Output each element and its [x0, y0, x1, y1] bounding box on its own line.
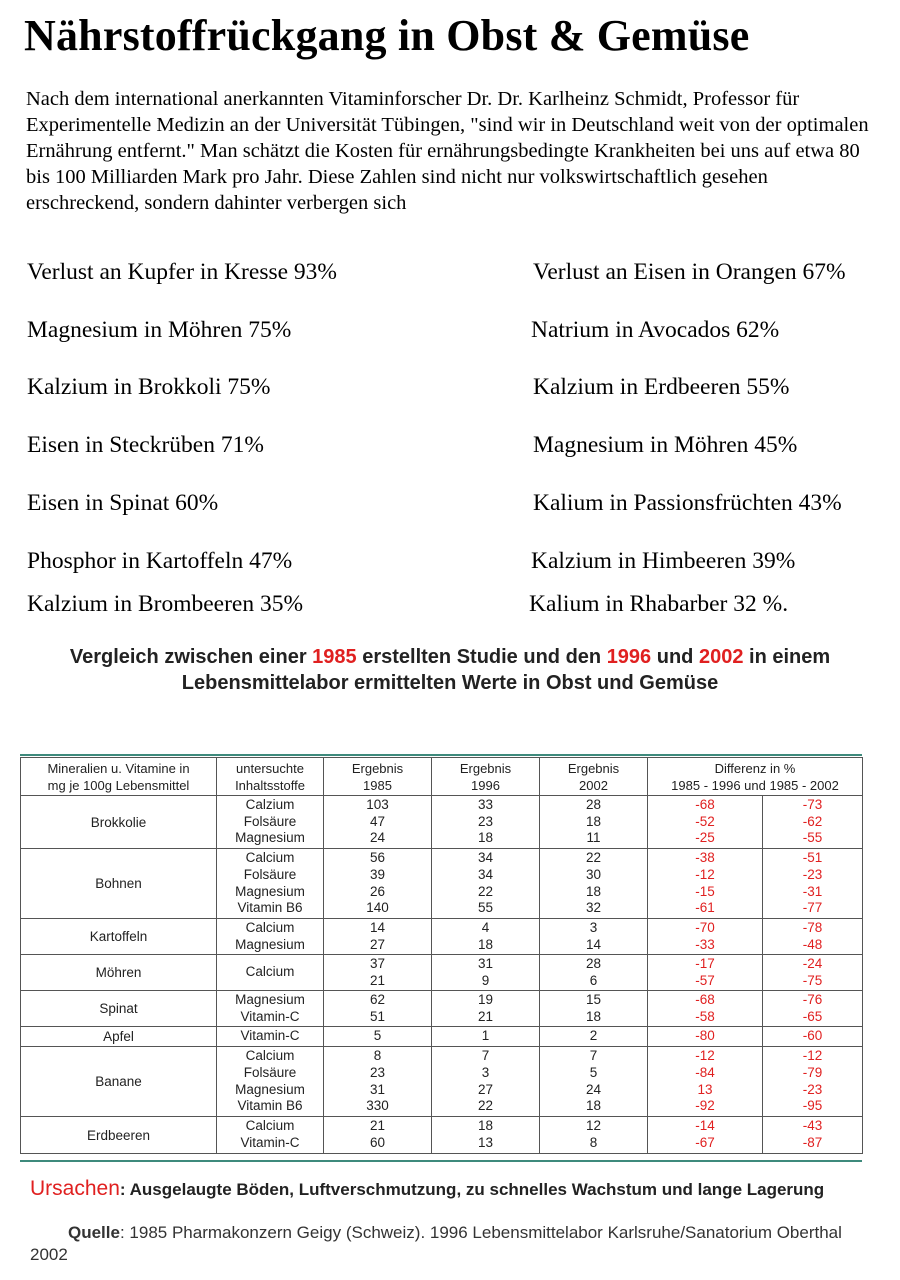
cell-line: 5	[373, 1028, 382, 1044]
cell-line: Magnesium	[235, 936, 305, 952]
diff-2002-cell	[763, 955, 863, 991]
header-1985: Ergebnis 1985	[324, 758, 432, 796]
cell-line: 5	[589, 1064, 598, 1080]
cell-line: -33	[695, 936, 715, 952]
cell-line: 7	[481, 1047, 490, 1063]
substance-cell	[217, 796, 324, 849]
cell-line: -14	[695, 1118, 715, 1134]
cell-line: -12	[695, 866, 715, 882]
loss-item: Phosphor in Kartoffeln 47%	[27, 548, 293, 574]
value-1996-cell	[432, 991, 540, 1027]
cell-line: -31	[802, 883, 823, 899]
cell-line: Folsäure	[243, 813, 297, 829]
cell-line: 23	[369, 1064, 386, 1080]
nutrient-table	[20, 757, 863, 1154]
cell-line: Calcium	[245, 849, 295, 865]
cell-line: -60	[802, 1028, 823, 1044]
value-1985-cell	[324, 991, 432, 1027]
cell-line: Magnesium	[235, 830, 305, 846]
value-1985-cell	[324, 1047, 432, 1117]
cell-line: -55	[802, 830, 823, 846]
cell-line: 18	[585, 1008, 602, 1024]
cell-line: Magnesium	[235, 883, 305, 899]
header-2002: Ergebnis 2002	[540, 758, 648, 796]
cell-line: 18	[585, 883, 602, 899]
loss-item: Kalzium in Brokkoli 75%	[27, 374, 271, 400]
cell-line: 34	[477, 866, 494, 882]
diff-2002-cell	[763, 849, 863, 919]
year-1996: 1996	[606, 646, 652, 668]
value-1996-cell	[432, 919, 540, 955]
food-cell: Bohnen	[21, 849, 217, 919]
table-row	[21, 955, 863, 991]
loss-item: Verlust an Kupfer in Kresse 93%	[27, 259, 337, 285]
cell-line: 19	[477, 991, 494, 1007]
cell-line: -78	[802, 919, 823, 935]
cell-line: 18	[477, 830, 494, 846]
cell-line: 28	[585, 796, 602, 812]
diff-1996-cell	[648, 1117, 763, 1154]
table-row	[21, 919, 863, 955]
food-cell: Möhren	[21, 955, 217, 991]
value-1985-cell	[324, 1027, 432, 1047]
loss-item: Magnesium in Möhren 45%	[533, 432, 798, 458]
page-title: Nährstoffrückgang in Obst & Gemüse	[24, 11, 750, 60]
loss-item: Kalzium in Himbeeren 39%	[531, 548, 796, 574]
cell-line: 26	[369, 883, 386, 899]
cell-line: -48	[802, 936, 823, 952]
header-food: Mineralien u. Vitamine in mg je 100g Lebensmittel	[21, 758, 217, 796]
table-row	[21, 1117, 863, 1154]
cell-line: -68	[695, 796, 715, 812]
table-row	[21, 796, 863, 849]
cell-line: Vitamin B6	[237, 900, 303, 916]
cell-line: 8	[589, 1135, 598, 1150]
value-2002-cell	[540, 1027, 648, 1047]
diff-1996-cell	[648, 919, 763, 955]
nutrient-table-container	[20, 754, 862, 1162]
cell-line: 31	[369, 1081, 386, 1097]
value-1996-cell	[432, 955, 540, 991]
value-1996-cell	[432, 1027, 540, 1047]
diff-1996-cell	[648, 1047, 763, 1117]
table-row	[21, 1027, 863, 1047]
cell-line: 33	[477, 796, 494, 812]
table-bottom-rule	[20, 1160, 862, 1162]
diff-2002-cell	[763, 1027, 863, 1047]
value-2002-cell	[540, 849, 648, 919]
value-1985-cell	[324, 796, 432, 849]
header-substances: untersuchte Inhaltsstoffe	[217, 758, 324, 796]
cell-line: 18	[477, 936, 494, 952]
cell-line: 6	[589, 972, 598, 988]
cell-line: 21	[477, 1008, 494, 1024]
food-cell: Erdbeeren	[21, 1117, 217, 1154]
cell-line: -17	[695, 955, 715, 971]
comparison-heading-line2: Lebensmittelabor ermittelten Werte in Obst und Gemüse	[181, 672, 719, 694]
cell-line: -73	[802, 796, 823, 812]
cell-line: 103	[366, 796, 389, 812]
value-1996-cell	[432, 796, 540, 849]
table-body	[21, 796, 863, 1154]
cell-line: 13	[697, 1081, 713, 1097]
cell-line: 62	[369, 991, 386, 1007]
cell-line: -43	[802, 1118, 823, 1134]
cell-line: -65	[802, 1008, 823, 1024]
substance-cell	[217, 1027, 324, 1047]
cell-line: -15	[695, 883, 715, 899]
value-2002-cell	[540, 991, 648, 1027]
value-1996-cell	[432, 849, 540, 919]
food-cell: Brokkolie	[21, 796, 217, 849]
diff-2002-cell	[763, 919, 863, 955]
header-1996: Ergebnis 1996	[432, 758, 540, 796]
cell-line: 56	[369, 849, 386, 865]
comparison-text: in einem	[743, 646, 831, 668]
year-2002: 2002	[698, 646, 744, 668]
cell-line: -87	[802, 1135, 823, 1150]
cell-line: 34	[477, 849, 494, 865]
substance-cell	[217, 849, 324, 919]
comparison-text: und	[651, 646, 699, 668]
cell-line: 24	[369, 830, 386, 846]
food-cell: Banane	[21, 1047, 217, 1117]
cell-line: 37	[369, 955, 386, 971]
value-1996-cell	[432, 1047, 540, 1117]
loss-item: Kalzium in Brombeeren 35%	[27, 591, 304, 617]
table-row	[21, 849, 863, 919]
value-1985-cell	[324, 919, 432, 955]
cell-line: Folsäure	[243, 1064, 297, 1080]
diff-1996-cell	[648, 991, 763, 1027]
cell-line: -12	[695, 1047, 715, 1063]
diff-2002-cell	[763, 1117, 863, 1154]
cell-line: 22	[585, 849, 602, 865]
cell-line: 28	[585, 955, 602, 971]
loss-item: Kalium in Rhabarber 32 %.	[529, 591, 789, 617]
cell-line: 27	[369, 936, 386, 952]
cell-line: 14	[585, 936, 602, 952]
cell-line: 39	[369, 866, 386, 882]
cell-line: 3	[589, 919, 598, 935]
cell-line: 23	[477, 813, 494, 829]
cell-line: 9	[481, 972, 490, 988]
causes-label: Ursachen	[30, 1177, 120, 1200]
comparison-text: Vergleich zwischen einer	[69, 646, 313, 668]
cell-line: 3	[481, 1064, 490, 1080]
causes-note	[30, 1178, 870, 1200]
cell-line: Vitamin B6	[237, 1098, 303, 1114]
cell-line: Magnesium	[235, 991, 305, 1007]
diff-2002-cell	[763, 1047, 863, 1117]
cell-line: -92	[695, 1098, 715, 1114]
cell-line: 18	[585, 813, 602, 829]
cell-line: Vitamin-C	[240, 1008, 300, 1024]
cell-line: -52	[695, 813, 715, 829]
comparison-heading	[20, 644, 880, 696]
cell-line: 27	[477, 1081, 494, 1097]
cell-line: -24	[802, 955, 823, 971]
cell-line: -95	[802, 1098, 823, 1114]
table-row	[21, 991, 863, 1027]
cell-line: Folsäure	[243, 866, 297, 882]
substance-cell	[217, 991, 324, 1027]
diff-1996-cell	[648, 849, 763, 919]
value-1985-cell	[324, 955, 432, 991]
cell-line: -76	[802, 991, 823, 1007]
cell-line: Calcium	[245, 1047, 295, 1063]
cell-line: 14	[369, 919, 386, 935]
cell-line: 8	[373, 1047, 382, 1063]
cell-line: 2	[589, 1028, 598, 1044]
cell-line: -79	[802, 1064, 823, 1080]
cell-line: 51	[369, 1008, 386, 1024]
source-label: Quelle	[68, 1223, 120, 1242]
cell-line: 31	[477, 955, 494, 971]
loss-item: Kalium in Passionsfrüchten 43%	[533, 490, 842, 516]
loss-item: Eisen in Steckrüben 71%	[27, 432, 264, 458]
source-note	[30, 1222, 870, 1266]
diff-1996-cell	[648, 955, 763, 991]
diff-2002-cell	[763, 796, 863, 849]
cell-line: Calcium	[245, 964, 295, 980]
cell-line: 12	[585, 1118, 602, 1134]
cell-line: 30	[585, 866, 602, 882]
cell-line: 47	[369, 813, 386, 829]
diff-1996-cell	[648, 796, 763, 849]
loss-item: Verlust an Eisen in Orangen 67%	[533, 259, 846, 285]
cell-line: Calzium	[245, 796, 295, 812]
cell-line: -58	[695, 1008, 715, 1024]
cell-line: -70	[695, 919, 715, 935]
value-2002-cell	[540, 796, 648, 849]
cell-line: 330	[366, 1098, 389, 1114]
food-cell: Spinat	[21, 991, 217, 1027]
cell-line: 1	[481, 1028, 490, 1044]
header-difference: Differenz in % 1985 - 1996 und 1985 - 2002	[648, 758, 863, 796]
cell-line: 15	[585, 991, 602, 1007]
causes-text: : Ausgelaugte Böden, Luftverschmutzung, zu schnelles Wachstum und lange Lagerung	[119, 1180, 825, 1199]
food-cell: Apfel	[21, 1027, 217, 1047]
cell-line: -80	[695, 1028, 715, 1044]
value-1985-cell	[324, 1117, 432, 1154]
cell-line: 21	[369, 972, 386, 988]
cell-line: -62	[802, 813, 823, 829]
cell-line: 140	[366, 900, 389, 916]
comparison-heading-line1	[20, 644, 880, 670]
loss-item: Kalzium in Erdbeeren 55%	[533, 374, 790, 400]
substance-cell	[217, 919, 324, 955]
cell-line: Calcium	[245, 1118, 295, 1134]
diff-1996-cell	[648, 1027, 763, 1047]
cell-line: -61	[695, 900, 715, 916]
cell-line: -84	[695, 1064, 715, 1080]
source-text: : 1985 Pharmakonzern Geigy (Schweiz). 1996 Lebensmittelabor Karlsruhe/Sanatorium Oberthal 2002	[30, 1223, 842, 1264]
value-2002-cell	[540, 919, 648, 955]
loss-item: Natrium in Avocados 62%	[531, 317, 780, 343]
cell-line: -23	[802, 866, 823, 882]
cell-line: 24	[585, 1081, 602, 1097]
cell-line: 4	[481, 919, 490, 935]
cell-line: 55	[477, 900, 494, 916]
cell-line: 21	[369, 1118, 386, 1134]
cell-line: 22	[477, 883, 494, 899]
cell-line: 18	[585, 1098, 602, 1114]
substance-cell	[217, 1047, 324, 1117]
cell-line: -75	[802, 972, 823, 988]
cell-line: Magnesium	[235, 1081, 305, 1097]
cell-line: 11	[586, 830, 601, 846]
cell-line: -77	[802, 900, 823, 916]
cell-line: -38	[695, 849, 715, 865]
value-2002-cell	[540, 1117, 648, 1154]
cell-line: 22	[477, 1098, 494, 1114]
cell-line: 7	[589, 1047, 598, 1063]
year-1985: 1985	[312, 646, 357, 668]
cell-line: Vitamin-C	[240, 1028, 300, 1044]
cell-line: 60	[369, 1135, 386, 1150]
value-2002-cell	[540, 955, 648, 991]
substance-cell	[217, 955, 324, 991]
cell-line: Calcium	[245, 919, 295, 935]
cell-line: -23	[802, 1081, 823, 1097]
value-1996-cell	[432, 1117, 540, 1154]
table-row	[21, 1047, 863, 1117]
cell-line: 18	[477, 1118, 494, 1134]
substance-cell	[217, 1117, 324, 1154]
cell-line: -12	[802, 1047, 823, 1063]
cell-line: -67	[695, 1135, 715, 1150]
cell-line: 13	[477, 1135, 494, 1150]
cell-line: -57	[695, 972, 715, 988]
value-1985-cell	[324, 849, 432, 919]
table-top-rule	[20, 754, 862, 756]
loss-item: Eisen in Spinat 60%	[27, 490, 219, 516]
cell-line: -68	[695, 991, 715, 1007]
cell-line: -25	[695, 830, 715, 846]
value-2002-cell	[540, 1047, 648, 1117]
diff-2002-cell	[763, 991, 863, 1027]
cell-line: -51	[802, 849, 823, 865]
loss-item: Magnesium in Möhren 75%	[27, 317, 292, 343]
intro-paragraph: Nach dem international anerkannten Vitaminforscher Dr. Dr. Karlheinz Schmidt, Professor für Experimentelle Medizin an der Universität Tübingen, "sind wir in Deutschland weit von der optimalen Ernährung entfernt." Man schätzt die Kosten für ernährungsbedingte Krankheiten bei uns auf etwa 80 bis 100 Milliarden Mark pro Jahr. Diese Zahlen sind nicht nur volkswirtschaftlich gesehen erschreckend, sondern dahinter verbergen sich	[26, 88, 869, 214]
cell-line: Vitamin-C	[240, 1135, 300, 1150]
comparison-text: erstellten Studie und den	[356, 646, 607, 668]
food-cell: Kartoffeln	[21, 919, 217, 955]
cell-line: 32	[585, 900, 602, 916]
table-header-row	[21, 758, 863, 796]
